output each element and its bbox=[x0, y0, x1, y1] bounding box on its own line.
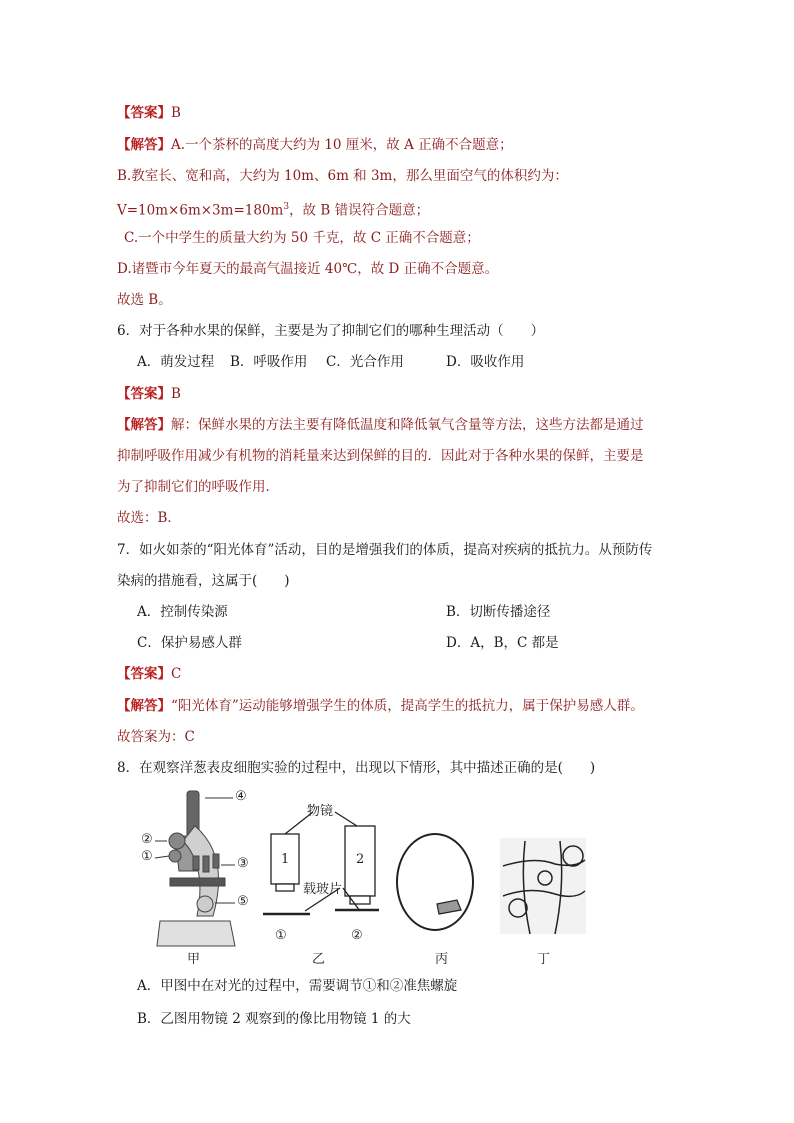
callout-1: ① bbox=[141, 849, 153, 864]
figure-label-yi: 乙 bbox=[312, 952, 326, 967]
q7-option-a: A．控制传染源 bbox=[137, 604, 228, 620]
q7-option-d: D．A，B，C 都是 bbox=[446, 635, 559, 651]
explain-tag: 【解答】 bbox=[117, 137, 171, 153]
position-1-label: ① bbox=[275, 928, 287, 943]
q6-option-b: B．呼吸作用 bbox=[230, 354, 308, 370]
cells-drawing bbox=[500, 838, 586, 934]
q6-conclusion: 故选：B． bbox=[117, 510, 181, 526]
figure-label-ding: 丁 bbox=[537, 952, 551, 967]
q6-option-a: A．萌发过程 bbox=[137, 354, 215, 370]
q5-explain-line-3 bbox=[117, 198, 429, 220]
figure-drawing bbox=[135, 786, 595, 966]
lens-1-label: 1 bbox=[281, 852, 290, 867]
q8-option-b: B．乙图用物镜 2 观察到的像比用物镜 1 的大 bbox=[137, 1011, 411, 1027]
field-of-view-drawing bbox=[397, 834, 473, 930]
q6-explain-line-2: 抑制呼吸作用减少有机物的消耗量来达到保鲜的目的．因此对于各种水果的保鲜，主要是 bbox=[117, 448, 644, 464]
lens-title: 物镜 bbox=[307, 804, 334, 819]
q5-answer-line bbox=[117, 104, 181, 122]
explain-tag: 【解答】 bbox=[117, 417, 171, 433]
q5-explain-line-5: D.诸暨市今年夏天的最高气温接近 40℃，故 D 正确不合题意。 bbox=[117, 261, 499, 277]
q7-answer-line bbox=[117, 665, 181, 683]
explain-formula: V=10m×6m×3m=180m bbox=[117, 202, 284, 219]
callout-5: ⑤ bbox=[237, 894, 249, 909]
q6-explain-line-1 bbox=[117, 416, 644, 434]
q6-option-d: D．吸收作用 bbox=[446, 354, 525, 370]
q6-explain-line-3: 为了抑制它们的呼吸作用． bbox=[117, 479, 279, 495]
answer-value: C bbox=[171, 666, 182, 682]
explain-tag: 【解答】 bbox=[117, 698, 171, 714]
q7-explain-line-1 bbox=[117, 697, 644, 715]
exponent: 3 bbox=[283, 202, 290, 212]
q5-conclusion: 故选 B。 bbox=[117, 292, 172, 308]
q7-stem-line-2: 染病的措施看，这属于( ) bbox=[117, 573, 290, 589]
microscope-figure bbox=[135, 786, 595, 966]
q7-option-b: B．切断传播途径 bbox=[446, 604, 551, 620]
explain-text: “阳光体育”运动能够增强学生的体质，提高学生的抵抗力，属于保护易感人群。 bbox=[171, 698, 644, 714]
position-2-label: ② bbox=[351, 928, 363, 943]
lens-2-label: 2 bbox=[356, 852, 365, 867]
explain-text: 解：保鲜水果的方法主要有降低温度和降低氧气含量等方法，这些方法都是通过 bbox=[171, 417, 644, 433]
q8-option-a: A．甲图中在对光的过程中，需要调节①和②准焦螺旋 bbox=[137, 978, 458, 994]
microscope-drawing bbox=[155, 791, 235, 946]
q5-explain-line-2: B.教室长、宽和高，大约为 10m、6m 和 3m，那么里面空气的体积约为： bbox=[117, 168, 568, 184]
q6-stem: 6．对于各种水果的保鲜，主要是为了抑制它们的哪种生理活动（ ） bbox=[117, 323, 545, 339]
answer-value: B bbox=[171, 386, 181, 402]
slide-label: 载玻片 bbox=[303, 882, 343, 897]
figure-label-jia: 甲 bbox=[187, 952, 201, 967]
callout-2: ② bbox=[141, 832, 153, 847]
q6-option-c: C．光合作用 bbox=[326, 354, 404, 370]
answer-tag: 【答案】 bbox=[117, 386, 171, 402]
q7-conclusion: 故答案为：C bbox=[117, 729, 195, 745]
q7-option-c: C．保护易感人群 bbox=[137, 635, 242, 651]
callout-4: ④ bbox=[235, 789, 247, 804]
explain-formula-tail: ，故 B 错误符合题意； bbox=[289, 202, 430, 219]
q8-stem: 8．在观察洋葱表皮细胞实验的过程中，出现以下情形，其中描述正确的是( ) bbox=[117, 760, 596, 776]
answer-tag: 【答案】 bbox=[117, 105, 171, 121]
figure-label-bing: 丙 bbox=[435, 952, 449, 967]
answer-value: B bbox=[171, 105, 181, 121]
q7-stem-line-1: 7．如火如荼的“阳光体育”活动，目的是增强我们的体质，提高对疾病的抵抗力。从预防传 bbox=[117, 542, 653, 558]
q5-explain-line-1 bbox=[117, 136, 513, 154]
answer-tag: 【答案】 bbox=[117, 666, 171, 682]
explain-text: A.一个茶杯的高度大约为 10 厘米，故 A 正确不合题意； bbox=[171, 137, 513, 153]
callout-3: ③ bbox=[237, 856, 249, 871]
q5-explain-line-4: C.一个中学生的质量大约为 50 千克，故 C 正确不合题意； bbox=[124, 230, 480, 246]
q6-answer-line bbox=[117, 385, 181, 403]
